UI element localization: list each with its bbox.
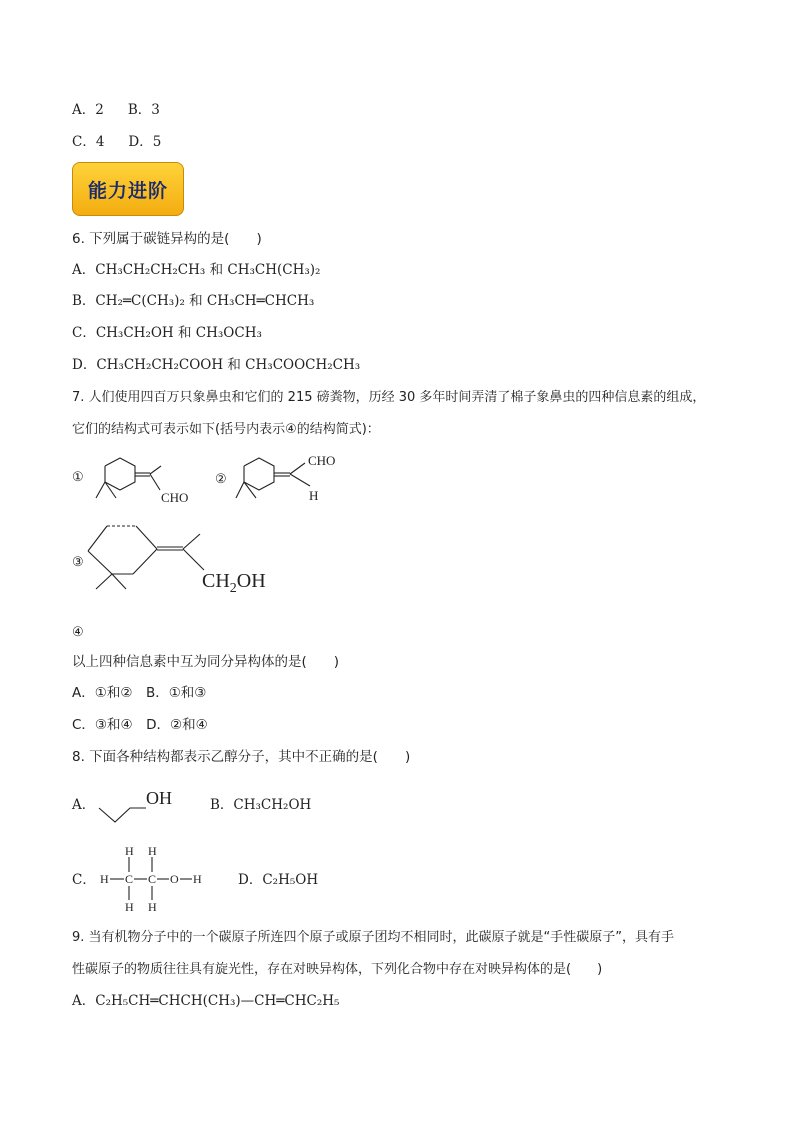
- q7-options-cd: C．③和④ D．②和④: [72, 717, 208, 733]
- q8-formula-h-left: H: [100, 872, 109, 886]
- q5-option-b: B．3: [127, 102, 160, 118]
- structure-4-marker: ④: [72, 624, 84, 639]
- q5-option-c: C．4: [72, 134, 105, 150]
- structure-3-sub: 2: [229, 581, 237, 596]
- q8-formula-h-top-1: H: [125, 844, 134, 858]
- q9-stem-line-1: 9. 当有机物分子中的一个碳原子所连四个原子或原子团均不相同时，此碳原子就是“手性碳原子”，具有手: [72, 930, 675, 945]
- q8-formula-c-1: C: [125, 872, 134, 886]
- q8-skeletal-oh: OH: [146, 788, 172, 808]
- q6-option-b: B．CH₂═C(CH₃)₂ 和 CH₃CH═CHCH₃: [72, 293, 315, 309]
- q6-option-d: D．CH₃CH₂CH₂COOH 和 CH₃COOCH₂CH₃: [72, 357, 361, 373]
- q7-question: 以上四种信息素中互为同分异构体的是( ): [72, 654, 340, 670]
- q6-stem: 6. 下列属于碳链异构的是( ): [72, 231, 262, 247]
- q8-formula-h-top-2: H: [148, 844, 157, 858]
- q7-stem-line-1: 7. 人们使用四百万只象鼻虫和它们的 215 磅粪物，历经 30 多年时间弄清了棉子象鼻虫的四种信息素的组成，: [72, 390, 706, 405]
- q8-option-a-label: A．: [72, 797, 96, 813]
- structure-2-marker: ②: [215, 471, 227, 486]
- q9-stem-line-2: 性碳原子的物质往往具有旋光性，存在对映异构体，下列化合物中存在对映异构体的是( ): [72, 962, 603, 977]
- structure-2-h: H: [309, 488, 319, 503]
- q8-option-c-label: C．: [72, 872, 96, 888]
- q8-formula-o: O: [170, 872, 179, 886]
- q8-formula-c-2: C: [148, 872, 157, 886]
- q5-option-d: D．5: [128, 134, 162, 150]
- structure-3-marker: ③: [72, 554, 84, 569]
- structure-3: [88, 526, 204, 589]
- structure-2: [236, 458, 310, 498]
- section-badge-label: 能力进阶: [87, 179, 168, 202]
- structure-3-ch: CH: [202, 570, 230, 592]
- structure-3-oh: OH: [236, 570, 266, 592]
- q8-formula-h-bottom-1: H: [125, 900, 134, 914]
- q6-option-c: C．CH₃CH₂OH 和 CH₃OCH₃: [72, 325, 262, 341]
- q8-stem: 8. 下面各种结构都表示乙醇分子，其中不正确的是( ): [72, 749, 411, 765]
- q8-skeletal-formula: [99, 808, 146, 822]
- q8-formula-h-bottom-2: H: [148, 900, 157, 914]
- q8-option-d: D．C₂H₅OH: [238, 872, 319, 888]
- structure-3-ch2oh: [202, 570, 266, 596]
- q8-option-b: B．CH₃CH₂OH: [210, 797, 312, 813]
- q5-option-a: A．2: [72, 102, 104, 118]
- q6-option-a: A．CH₃CH₂CH₂CH₃ 和 CH₃CH(CH₃)₂: [72, 262, 321, 278]
- q9-option-a: A．C₂H₅CH═CHCH(CH₃)—CH═CHC₂H₅: [72, 993, 340, 1009]
- structure-1-cho: CHO: [161, 490, 189, 505]
- structure-2-cho: CHO: [308, 453, 336, 468]
- q8-formula-h-right: H: [193, 872, 202, 886]
- structure-1: [96, 458, 161, 498]
- q7-options-ab: A．①和② B．①和③: [72, 685, 207, 701]
- structure-1-marker: ①: [72, 469, 84, 484]
- q7-stem-line-2: 它们的结构式可表示如下(括号内表示④的结构简式)：: [72, 422, 380, 437]
